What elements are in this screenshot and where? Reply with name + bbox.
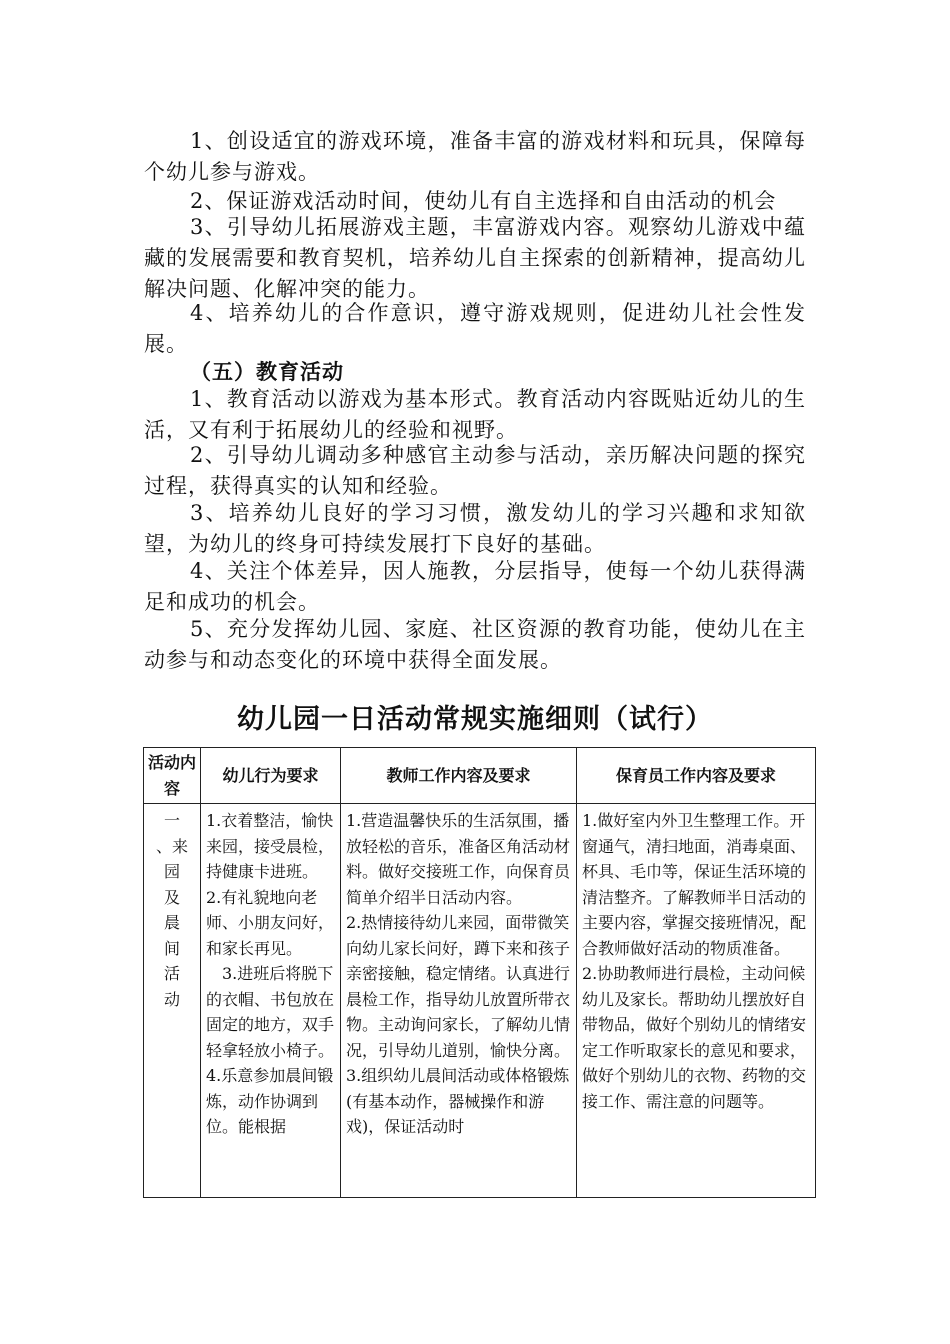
child-item-4: 4.乐意参加晨间锻炼，动作协调到位。能根据	[206, 1066, 334, 1136]
header-child: 幼儿行为要求	[201, 748, 341, 804]
table-row	[144, 804, 816, 1198]
document-title: 幼儿园一日活动常规实施细则（试行）	[237, 704, 713, 735]
teacher-item-2: 2.热情接待幼儿来园，面带微笑向幼儿家长问好，蹲下来和孩子亲密接触，稳定情绪。认真进行晨检工作，指导幼儿放置所带衣物。主动询问家长，了解幼儿情况，引导幼儿道别，愉快分离。	[346, 913, 571, 1060]
child-item-2: 2.有礼貌地向老师、小朋友问好，和家长再见。	[206, 887, 335, 958]
nurse-requirements-cell	[577, 804, 816, 1198]
activity-char: 活	[163, 964, 180, 983]
activity-char: 及	[163, 887, 180, 907]
game-paragraph-3: 3、引导幼儿拓展游戏主题，丰富游戏内容。观察幼儿游戏中蕴藏的发展需要和教育契机，培养幼儿自主探索的创新精神，提高幼儿解决问题、化解冲突的能力。	[144, 215, 806, 301]
edu-paragraph-3: 3、培养幼儿良好的学习习惯，激发幼儿的学习兴趣和求知欲望，为幼儿的终身可持续发展打下良好的基础。	[144, 501, 806, 556]
game-paragraph-1: 1、创设适宜的游戏环境，准备丰富的游戏材料和玩具，保障每个幼儿参与游戏。	[144, 129, 806, 184]
edu-paragraph-1: 1、教育活动以游戏为基本形式。教育活动内容既贴近幼儿的生活，又有利于拓展幼儿的经验和视野。	[144, 387, 806, 442]
edu-paragraph-5: 5、充分发挥幼儿园、家庭、社区资源的教育功能，使幼儿在主动参与和动态变化的环境中获得全面发展。	[144, 617, 806, 672]
header-activity: 活动内容	[144, 748, 201, 804]
game-paragraph-2: 2、保证游戏活动时间，使幼儿有自主选择和自由活动的机会	[190, 189, 777, 213]
teacher-item-3: 3.组织幼儿晨间活动或体格锻炼(有基本动作，器械操作和游戏)，保证活动时	[346, 1066, 570, 1136]
header-nurse: 保育员工作内容及要求	[577, 748, 816, 804]
activity-char: 一	[163, 811, 180, 830]
edu-paragraph-2: 2、引导幼儿调动多种感官主动参与活动，亲历解决问题的探究过程，获得真实的认知和经验。	[144, 443, 806, 498]
activity-char: 、来	[155, 836, 188, 856]
activity-char: 间	[163, 938, 180, 958]
activity-char: 动	[163, 989, 180, 1009]
child-requirements-cell	[201, 804, 341, 1198]
activity-char: 园	[163, 862, 180, 881]
activity-char: 晨	[163, 913, 180, 932]
game-paragraph-4: 4、培养幼儿的合作意识，遵守游戏规则，促进幼儿社会性发展。	[144, 301, 806, 356]
edu-paragraph-4: 4、关注个体差异，因人施教，分层指导，使每一个幼儿获得满足和成功的机会。	[144, 559, 806, 614]
child-item-3: 3.进班后将脱下的衣帽、书包放在固定的地方，双手轻拿轻放小椅子。	[206, 964, 335, 1060]
nurse-item-2: 2.协助教师进行晨检，主动问候幼儿及家长。帮助幼儿摆放好自带物品，做好个别幼儿的情绪安定工作听取家长的意见和要求，做好个别幼儿的衣物、药物的交接工作、需注意的问题等。	[582, 964, 807, 1111]
teacher-requirements-cell	[341, 804, 577, 1198]
header-teacher: 教师工作内容及要求	[341, 748, 577, 804]
activity-cell	[144, 804, 201, 1198]
nurse-item-1: 1.做好室内外卫生整理工作。开窗通气，清扫地面，消毒桌面、杯具、毛巾等，保证生活环境的清洁整齐。了解教师半日活动的主要内容，掌握交接班情况，配合教师做好活动的物质准备。	[582, 811, 807, 958]
table-header-row	[144, 748, 816, 804]
activity-rules-table	[143, 747, 816, 1198]
teacher-item-1: 1.营造温馨快乐的生活氛围，播放轻松的音乐，准备区角活动材料。做好交接班工作，向保育员简单介绍半日活动内容。	[346, 811, 571, 907]
section-heading: （五）教育活动	[190, 359, 344, 384]
child-item-1: 1.衣着整洁，愉快来园，接受晨检，持健康卡进班。	[206, 811, 335, 881]
